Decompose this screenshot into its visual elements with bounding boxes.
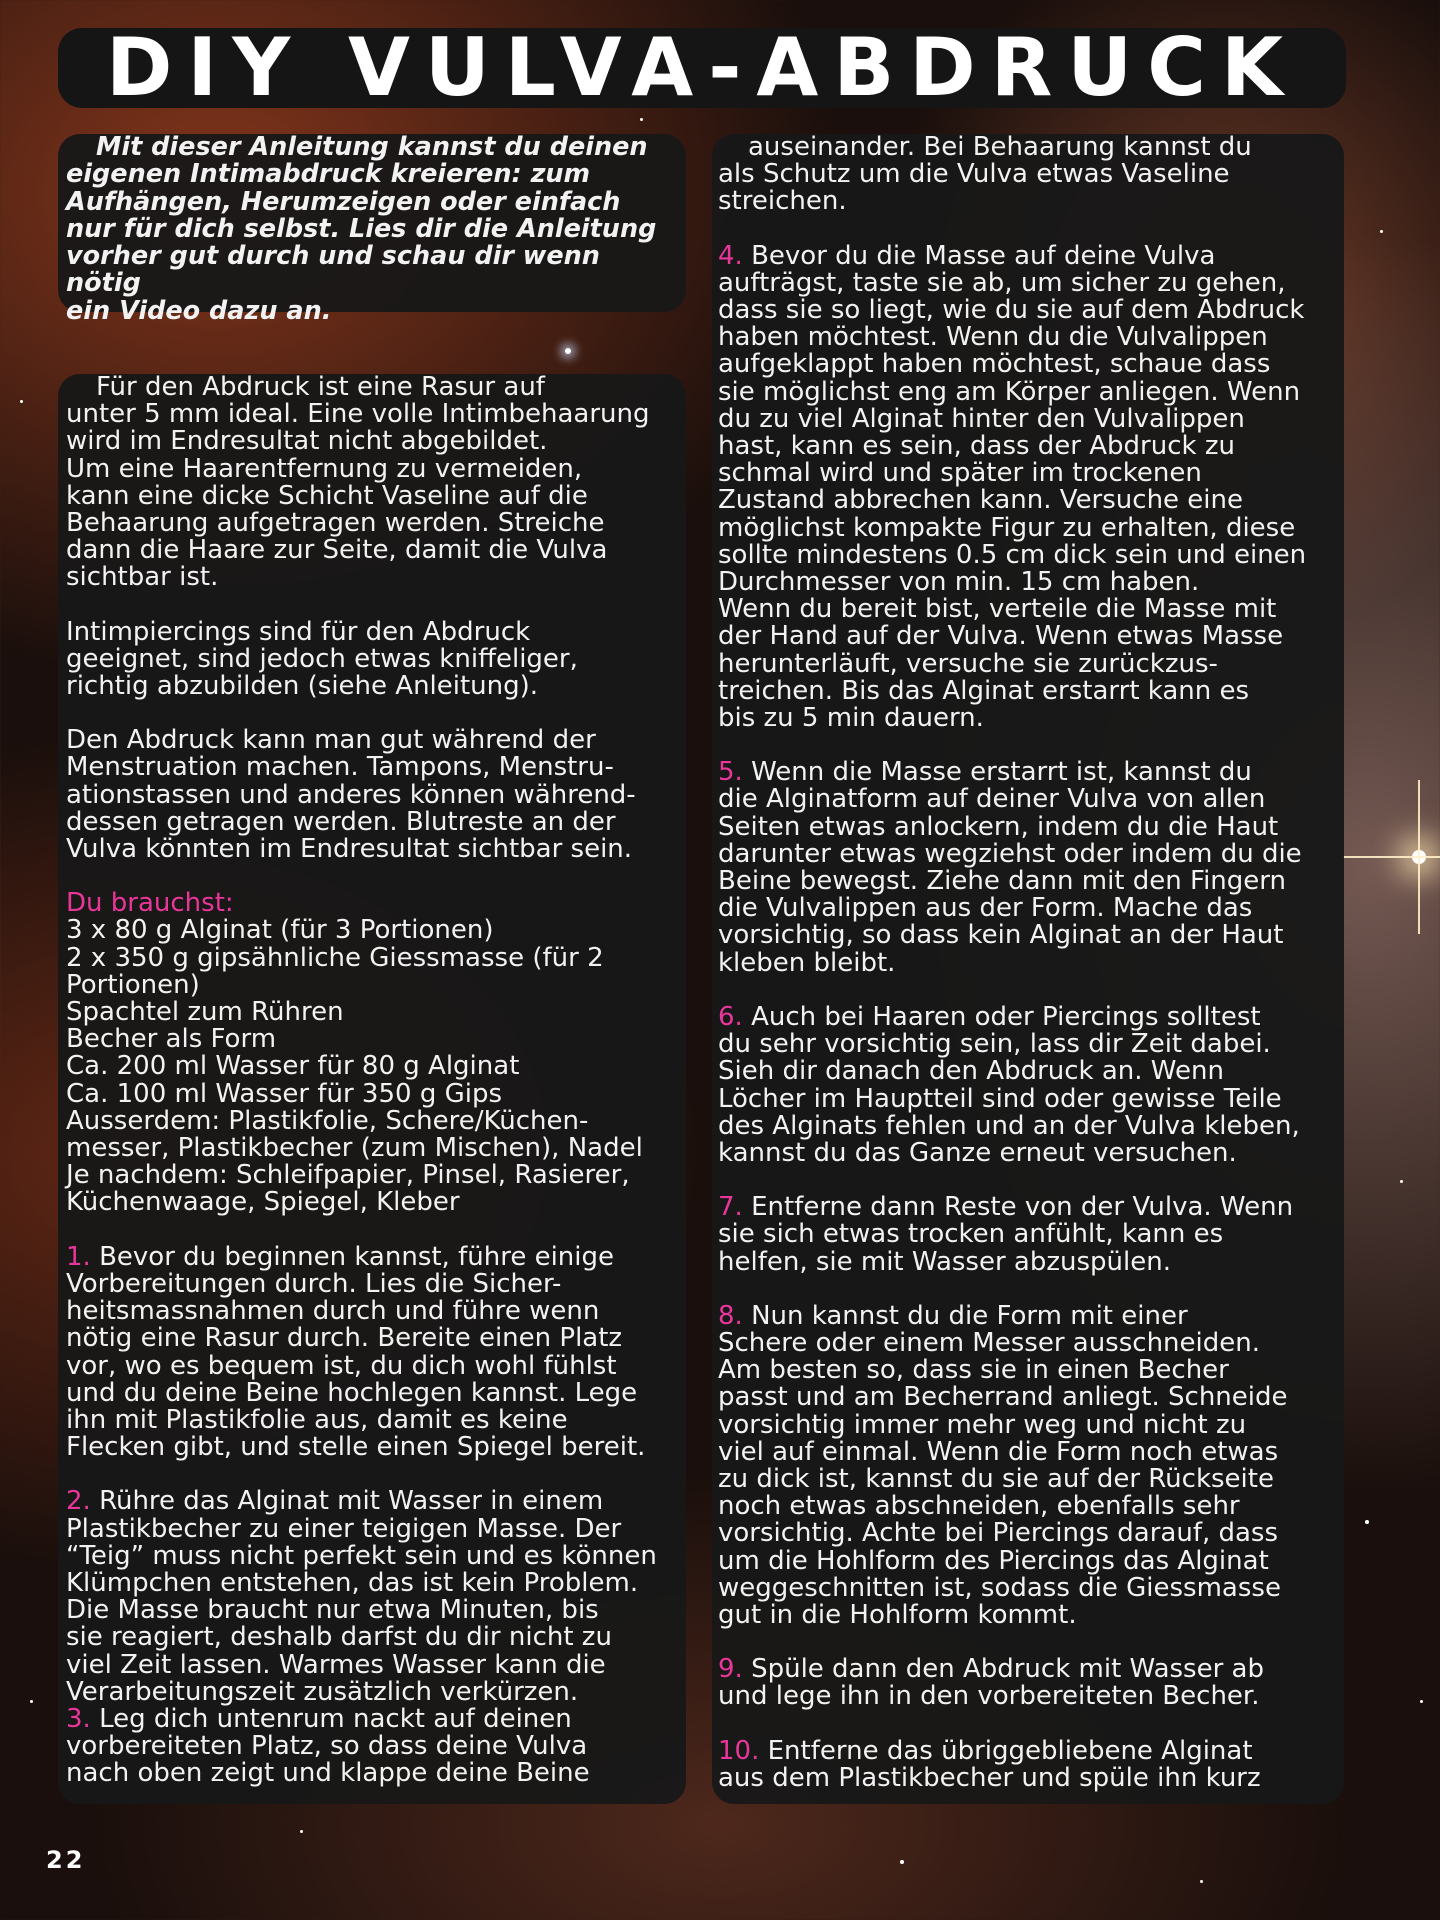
text-line: wird im Endresultat nicht abgebildet. (66, 426, 548, 457)
star-dot (900, 1860, 904, 1864)
title-banner (58, 21, 1346, 114)
text-line: bis zu 5 min dauern. (718, 703, 984, 734)
text-line: Sieh dir danach den Abdruck an. Wenn (718, 1056, 1224, 1087)
text-line: “Teig” muss nicht perfekt sein und es können (66, 1540, 657, 1571)
page-number: 22 (46, 1846, 86, 1874)
text-line: ihn mit Plastikfolie aus, damit es keine (66, 1404, 568, 1435)
step-2 (66, 1488, 680, 1706)
text-line: du sehr vorsichtig sein, lass dir Zeit dabei. (718, 1029, 1271, 1060)
step-number: 8. (718, 1300, 743, 1331)
text-line: Den Abdruck kann man gut während der (66, 725, 596, 756)
text-line: schmal wird und später im trockenen (718, 458, 1202, 489)
text-line: sie reagiert, deshalb darfst du dir nicht zu (66, 1622, 612, 1653)
intro-box (58, 132, 686, 326)
text-line: Wenn du bereit bist, verteile die Masse mit (718, 594, 1277, 625)
step-number: 2. (66, 1486, 91, 1517)
text-line: unter 5 mm ideal. Eine volle Intimbehaarung (66, 399, 650, 430)
star-dot (640, 118, 643, 121)
text-line: Verarbeitungszeit zusätzlich verkürzen. (66, 1676, 579, 1707)
text-line: weggeschnitten ist, sodass die Giessmasse (718, 1572, 1281, 1603)
text-line: Menstruation machen. Tampons, Menstru- (66, 752, 614, 783)
text-line: auseinander. Bei Behaarung kannst du (748, 132, 1252, 162)
step-6 (718, 1001, 1340, 1168)
text-line: Nun kannst du die Form mit einer (742, 1300, 1188, 1331)
text-line: Plastikbecher zu einer teigigen Masse. Der (66, 1513, 622, 1544)
text-line: Um eine Haarentfernung zu vermeiden, (66, 453, 583, 484)
hair-section (66, 374, 680, 592)
text-line: kannst du das Ganze erneut versuchen. (718, 1137, 1237, 1168)
star-dot (30, 1700, 33, 1703)
text-line: sie möglichst eng am Körper anliegen. Wenn (718, 376, 1301, 407)
text-line: aufgeklappt haben möchtest, schaue dass (718, 349, 1271, 380)
text-line: Schere oder einem Messer ausschneiden. (718, 1327, 1260, 1358)
text-line: dass sie so liegt, wie du sie auf dem Abdruck (718, 295, 1305, 326)
material-item: messer, Plastikbecher (zum Mischen), Nadel (66, 1133, 643, 1164)
star-dot (1380, 230, 1383, 233)
step-10 (718, 1735, 1340, 1793)
text-line: Zustand abbrechen kann. Versuche eine (718, 485, 1244, 516)
material-item: Ca. 200 ml Wasser für 80 g Alginat (66, 1051, 520, 1082)
text-line: viel Zeit lassen. Warmes Wasser kann die (66, 1649, 606, 1680)
text-line: Rühre das Alginat mit Wasser in einem (90, 1486, 604, 1517)
text-line: Auch bei Haaren oder Piercings solltest (742, 1001, 1261, 1032)
text-line: Spüle dann den Abdruck mit Wasser ab (742, 1654, 1264, 1685)
right-column (712, 134, 1344, 1804)
text-line: des Alginats fehlen und an der Vulva kleben, (718, 1110, 1300, 1141)
text-line: sie sich etwas trocken anfühlt, kann es (718, 1219, 1224, 1250)
text-line: dann die Haare zur Seite, damit die Vulva (66, 535, 608, 566)
text-line: und du deine Beine hochlegen kannst. Lege (66, 1377, 638, 1408)
text-line: Intimpiercings sind für den Abdruck (66, 616, 531, 647)
step-number: 9. (718, 1654, 743, 1685)
text-line: Die Masse braucht nur etwa Minuten, bis (66, 1595, 599, 1626)
text-line: vor, wo es bequem ist, du dich wohl fühlst (66, 1350, 617, 1381)
text-line: der Hand auf der Vulva. Wenn etwas Masse (718, 621, 1284, 652)
text-line: vorsichtig immer mehr weg und nicht zu (718, 1409, 1247, 1440)
text-line: und lege ihn in den vorbereiteten Becher. (718, 1681, 1260, 1712)
text-line: hast, kann es sein, dass der Abdruck zu (718, 431, 1235, 462)
star-dot (565, 348, 571, 354)
text-line: Klümpchen entstehen, das ist kein Problem. (66, 1567, 639, 1598)
step-3 (66, 1703, 680, 1789)
intro-line: ein Video dazu an. (66, 295, 332, 326)
step-number: 6. (718, 1001, 743, 1032)
intro-line: Aufhängen, Herumzeigen oder einfach (66, 186, 621, 217)
text-line: um die Hohlform des Piercings das Alginat (718, 1545, 1269, 1576)
material-item: Spachtel zum Rühren (66, 997, 344, 1028)
text-line: herunterläuft, versuche sie zurückzus- (718, 648, 1218, 679)
text-line: streichen. (718, 186, 847, 217)
text-line: Leg dich untenrum nackt auf deinen (90, 1703, 572, 1734)
left-column (58, 374, 686, 1804)
step-9 (718, 1656, 1340, 1710)
step-number: 7. (718, 1192, 743, 1223)
step-5 (718, 759, 1340, 977)
text-line: kann eine dicke Schicht Vaseline auf die (66, 480, 588, 511)
intro-line: nur für dich selbst. Lies dir die Anleitung (66, 213, 657, 244)
piercing-section (66, 616, 680, 702)
intro-line: eigenen Intimabdruck kreieren: zum (66, 159, 591, 190)
material-item: Küchenwaage, Spiegel, Kleber (66, 1187, 460, 1218)
material-item: Je nachdem: Schleifpapier, Pinsel, Rasierer, (66, 1160, 630, 1191)
material-item: 2 x 350 g gipsähnliche Giessmasse (für 2 (66, 942, 604, 973)
step-number: 1. (66, 1241, 91, 1272)
text-line: Vulva könnten im Endresultat sichtbar sein. (66, 834, 633, 865)
text-line: passt und am Becherrand anliegt. Schneide (718, 1382, 1288, 1413)
text-line: kleben bleibt. (718, 947, 896, 978)
star-dot (1365, 1520, 1369, 1524)
text-line: möglichst kompakte Figur zu erhalten, diese (718, 512, 1296, 543)
text-line: Am besten so, dass sie in einen Becher (718, 1355, 1229, 1386)
text-line: viel auf einmal. Wenn die Form noch etwas (718, 1436, 1279, 1467)
text-line: gut in die Hohlform kommt. (718, 1599, 1077, 1630)
text-line: vorsichtig. Achte bei Piercings darauf, dass (718, 1518, 1279, 1549)
text-line: Löcher im Hauptteil sind oder gewisse Teile (718, 1083, 1282, 1114)
text-line: aufträgst, taste sie ab, um sicher zu gehen, (718, 267, 1286, 298)
text-line: sichtbar ist. (66, 562, 219, 593)
text-line: vorbereiteten Platz, so dass deine Vulva (66, 1731, 588, 1762)
text-line: als Schutz um die Vulva etwas Vaseline (718, 159, 1230, 190)
text-line: dessen getragen werden. Blutreste an der (66, 806, 616, 837)
text-line: sollte mindestens 0.5 cm dick sein und einen (718, 539, 1307, 570)
text-line: heitsmassnahmen durch und führe wenn (66, 1296, 600, 1327)
materials-section (66, 890, 680, 1216)
text-line: darunter etwas wegziehst oder indem du die (718, 838, 1302, 869)
text-line: treichen. Bis das Alginat erstarrt kann es (718, 675, 1250, 706)
step-7 (718, 1194, 1340, 1276)
star-dot (1420, 1700, 1423, 1703)
step-3-continued (718, 134, 1340, 216)
text-line: Vorbereitungen durch. Lies die Sicher- (66, 1268, 562, 1299)
materials-heading: Du brauchst: (66, 888, 234, 919)
material-item: Ca. 100 ml Wasser für 350 g Gips (66, 1078, 503, 1109)
text-line: Entferne das übriggebliebene Alginat (759, 1735, 1253, 1766)
text-line: vorsichtig, so dass kein Alginat an der Haut (718, 920, 1284, 951)
step-1 (66, 1241, 680, 1463)
text-line: Bevor du die Masse auf deine Vulva (742, 240, 1216, 271)
text-line: Für den Abdruck ist eine Rasur auf (96, 372, 545, 402)
text-line: Behaarung aufgetragen werden. Streiche (66, 508, 605, 539)
text-line: nötig eine Rasur durch. Bereite einen Platz (66, 1323, 623, 1354)
text-line: Beine bewegst. Ziehe dann mit den Fingern (718, 866, 1286, 897)
text-line: Bevor du beginnen kannst, führe einige (90, 1241, 614, 1272)
step-number: 3. (66, 1703, 91, 1734)
step-number: 10. (718, 1735, 760, 1766)
material-item: 3 x 80 g Alginat (für 3 Portionen) (66, 915, 494, 946)
text-line: ationstassen und anderes können während- (66, 779, 636, 810)
star-dot (1200, 1880, 1203, 1883)
text-line: Entferne dann Reste von der Vulva. Wenn (742, 1192, 1294, 1223)
text-line: Flecken gibt, und stelle einen Spiegel bereit. (66, 1432, 646, 1463)
text-line: zu dick ist, kannst du sie auf der Rückseite (718, 1463, 1274, 1494)
text-line: Seiten etwas anlockern, indem du die Haut (718, 811, 1279, 842)
text-line: geeignet, sind jedoch etwas kniffeliger, (66, 643, 578, 674)
text-line: die Alginatform auf deiner Vulva von allen (718, 784, 1266, 815)
material-item: Ausserdem: Plastikfolie, Schere/Küchen- (66, 1105, 589, 1136)
text-line: helfen, sie mit Wasser abzuspülen. (718, 1246, 1171, 1277)
material-item: Portionen) (66, 969, 200, 1000)
star-dot (1400, 1180, 1403, 1183)
text-line: Wenn die Masse erstarrt ist, kannst du (742, 757, 1252, 788)
text-line: du zu viel Alginat hinter den Vulvalippen (718, 403, 1245, 434)
material-item: Becher als Form (66, 1024, 277, 1055)
text-line: die Vulvalippen aus der Form. Mache das (718, 893, 1253, 924)
step-4 (718, 240, 1340, 734)
menstruation-section (66, 727, 680, 863)
intro-line: Mit dieser Anleitung kannst du deinen (96, 132, 648, 162)
page-title: DIY VULVA-ABDRUCK (106, 21, 1298, 114)
step-number: 5. (718, 757, 743, 788)
text-line: aus dem Plastikbecher und spüle ihn kurz (718, 1762, 1261, 1793)
text-line: haben möchtest. Wenn du die Vulvalippen (718, 322, 1268, 353)
step-8 (718, 1300, 1340, 1630)
text-line: nach oben zeigt und klappe deine Beine (66, 1758, 590, 1789)
star-dot (300, 1830, 303, 1833)
intro-line: vorher gut durch und schau dir wenn nötig (66, 241, 600, 299)
star-sparkle (1412, 850, 1426, 864)
text-line: noch etwas abschneiden, ebenfalls sehr (718, 1491, 1240, 1522)
star-dot (20, 400, 23, 403)
text-line: richtig abzubilden (siehe Anleitung). (66, 671, 539, 702)
text-line: Durchmesser von min. 15 cm haben. (718, 567, 1200, 598)
step-number: 4. (718, 240, 743, 271)
